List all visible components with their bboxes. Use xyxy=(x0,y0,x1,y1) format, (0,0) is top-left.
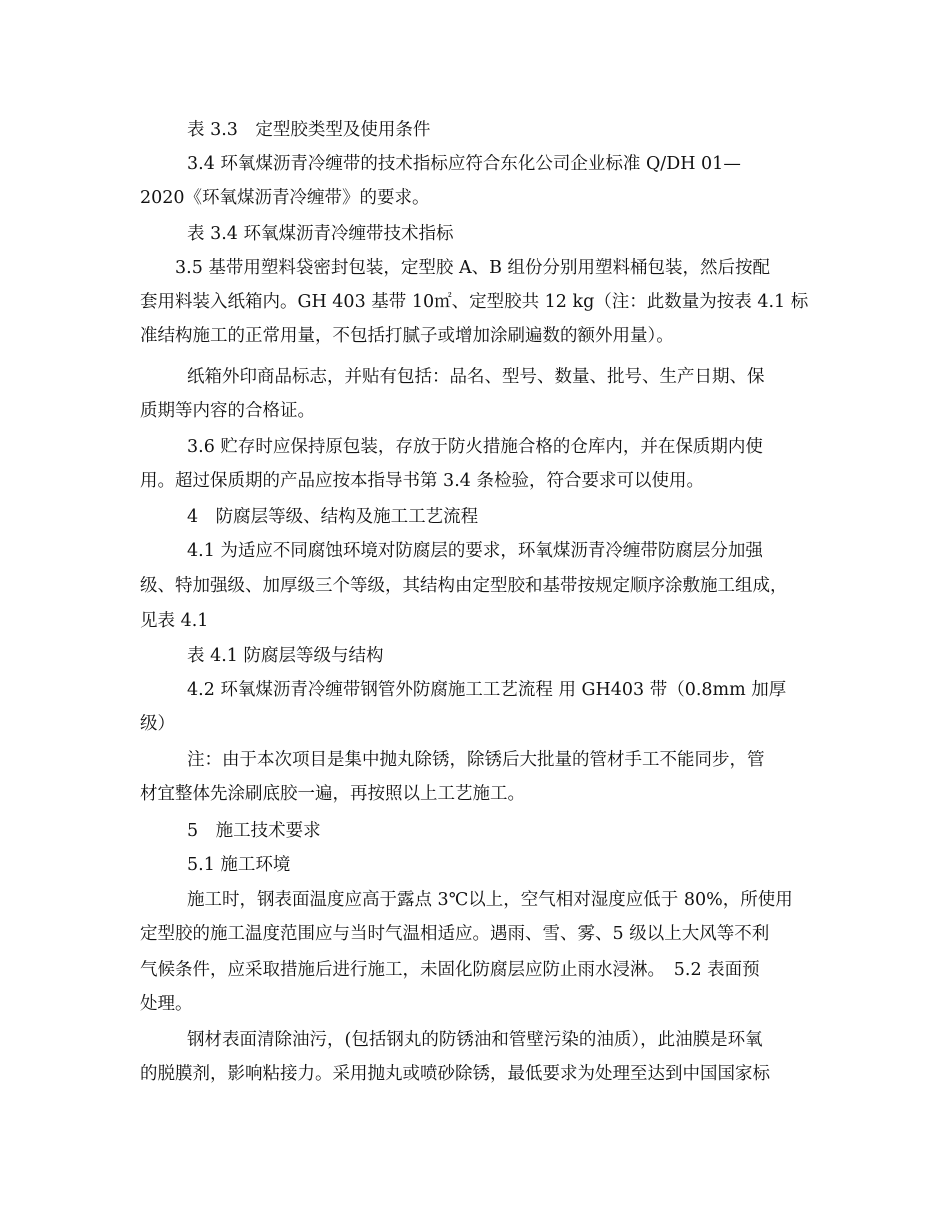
section-heading-5: 5 施工技术要求 xyxy=(187,821,321,841)
paragraph-line: 纸箱外印商品标志，并贴有包括：品名、型号、数量、批号、生产日期、保 xyxy=(187,367,765,387)
paragraph-line: 钢材表面清除油污，(包括钢丸的防锈油和管壁污染的油质），此油膜是环氧 xyxy=(187,1030,763,1050)
paragraph-line: 气候条件，应采取措施后进行施工，未固化防腐层应防止雨水浸淋。 5.2 表面预 xyxy=(140,960,760,980)
paragraph-line: 定型胶的施工温度范围应与当时气温相适应。遇雨、雪、雾、5 级以上大风等不利 xyxy=(140,924,770,944)
paragraph-line: 处理。 xyxy=(140,994,193,1014)
paragraph-line: 2020《环氧煤沥青冷缠带》的要求。 xyxy=(140,188,430,208)
paragraph-line: 见表 4.1 xyxy=(140,611,209,631)
table-caption-4-1: 表 4.1 防腐层等级与结构 xyxy=(187,646,384,666)
paragraph-line: 施工时，钢表面温度应高于露点 3℃以上，空气相对湿度应低于 80%，所使用 xyxy=(187,890,793,910)
paragraph-line: 用。超过保质期的产品应按本指导书第 3.4 条检验，符合要求可以使用。 xyxy=(140,471,704,491)
paragraph-line: 质期等内容的合格证。 xyxy=(140,401,315,421)
table-caption-3-3: 表 3.3 定型胶类型及使用条件 xyxy=(187,120,431,140)
note-line: 注：由于本次项目是集中抛丸除锈，除锈后大批量的管材手工不能同步，管 xyxy=(187,750,765,770)
paragraph-line: 的脱膜剂，影响粘接力。采用抛丸或喷砂除锈，最低要求为处理至达到中国国家标 xyxy=(140,1064,770,1084)
paragraph-line: 级、特加强级、加厚级三个等级，其结构由定型胶和基带按规定顺序涂敷施工组成， xyxy=(140,576,788,596)
table-caption-3-4: 表 3.4 环氧煤沥青冷缠带技术指标 xyxy=(187,224,454,244)
paragraph-line: 4.2 环氧煤沥青冷缠带钢管外防腐施工工艺流程 用 GH403 带（0.8mm 加厚 xyxy=(187,680,787,700)
note-line: 材宜整体先涂刷底胶一遍，再按照以上工艺施工。 xyxy=(140,784,525,804)
paragraph-line: 3.5 基带用塑料袋密封包装，定型胶 A、B 组份分别用塑料桶包装，然后按配 xyxy=(175,258,771,278)
section-heading-4: 4 防腐层等级、结构及施工工艺流程 xyxy=(187,507,479,527)
paragraph-line: 3.4 环氧煤沥青冷缠带的技术指标应符合东化公司企业标准 Q/DH 01— xyxy=(187,154,741,174)
paragraph-line: 套用料装入纸箱内。GH 403 基带 10㎡、定型胶共 12 kg（注：此数量为按表 4.1 标 xyxy=(140,292,809,312)
subsection-heading-5-1: 5.1 施工环境 xyxy=(187,855,291,875)
paragraph-line: 准结构施工的正常用量，不包括打腻子或增加涂刷遍数的额外用量）。 xyxy=(140,326,674,346)
paragraph-line: 3.6 贮存时应保持原包装，存放于防火措施合格的仓库内，并在保质期内使 xyxy=(187,437,763,457)
paragraph-line: 4.1 为适应不同腐蚀环境对防腐层的要求，环氧煤沥青冷缠带防腐层分加强 xyxy=(187,541,763,561)
paragraph-line: 级） xyxy=(140,714,175,734)
